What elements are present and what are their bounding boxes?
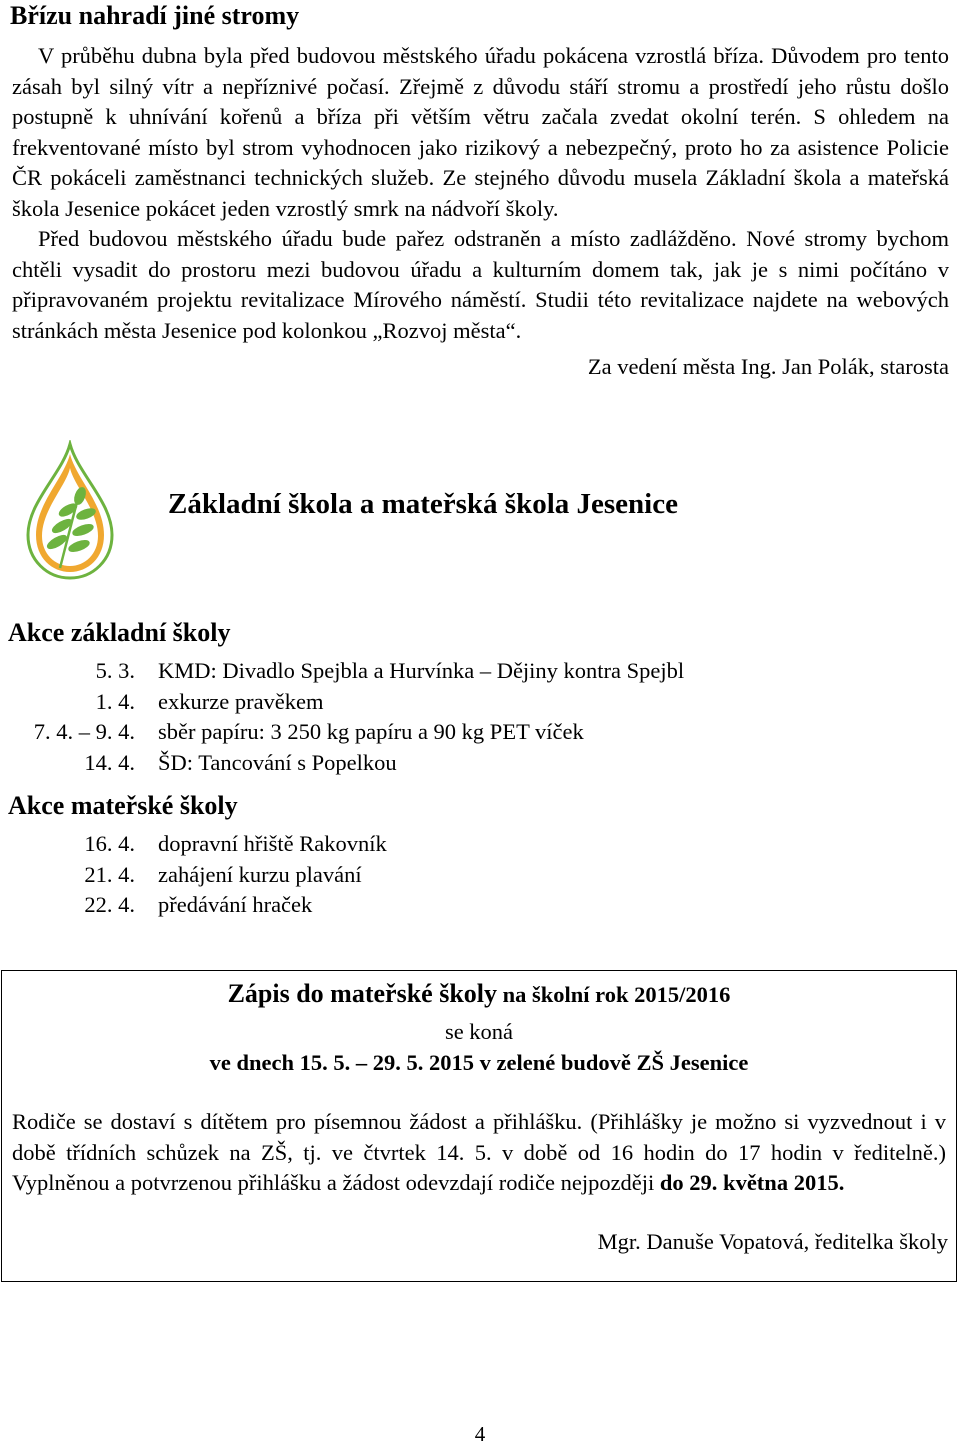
enrollment-notice-box	[1, 970, 957, 1282]
enrollment-instructions: Rodiče se dostaví s dítětem pro písemnou žádost a přihlášku. (Přihlášky je možno si vyzvednout i v době třídních schůzek na ZŠ, tj. ve čtvrtek 14. 5. v době od 16 hodin do 17 hodin v ředitelně.) Vyplněnou a potvrzenou přihlášku a žádost odevzdají rodiče nejpozději	[12, 1109, 946, 1195]
article-paragraph: V průběhu dubna byla před budovou městského úřadu pokácena vzrostlá bříza. Důvodem pro tento zásah byl silný vítr a nepříznivé počasí. Zřejmě z důvodu stáří stromu a prostředí jeho růstu došlo postupně k uhnívání kořenů a bříza při větším větru začala zvedat okolní terén. S ohledem na frekventované místo byl strom vyhodnocen jako rizikový a nebezpečný, proto ho za asistence Policie ČR pokáceli zaměstnanci technických služeb. Ze stejného důvodu musela Základní škola a mateřská škola Jesenice pokácet jeden vzrostlý smrk na nádvoří školy.	[12, 43, 949, 221]
event-text: dopravní hřiště Rakovník	[158, 831, 387, 856]
event-date: 16. 4.	[84, 831, 135, 856]
list-item	[0, 717, 684, 748]
zs-events-heading: Akce základní školy	[8, 618, 231, 647]
ms-events-heading: Akce mateřské školy	[8, 791, 238, 820]
list-item	[0, 860, 387, 891]
article-signature: Za vedení města Ing. Jan Polák, starosta	[587, 354, 949, 379]
ms-events-list	[0, 829, 387, 921]
event-date: 1. 4.	[95, 688, 135, 714]
event-text: exkurze pravěkem	[158, 688, 324, 714]
event-date: 5. 3.	[95, 658, 135, 683]
list-item	[0, 748, 684, 779]
event-date: 22. 4.	[84, 892, 135, 917]
zs-events-list	[0, 656, 684, 778]
enrollment-line: se koná	[444, 1019, 514, 1044]
event-text: sběr papíru: 3 250 kg papíru a 90 kg PET víček	[158, 719, 584, 744]
article-body	[12, 41, 949, 383]
list-item	[0, 829, 387, 860]
event-date: 14. 4.	[84, 749, 135, 775]
enrollment-title-main: Zápis do mateřské školy	[227, 979, 497, 1008]
school-logo-icon	[20, 440, 120, 580]
event-text: zahájení kurzu plavání	[158, 861, 362, 887]
school-title: Základní škola a mateřská škola Jesenice	[168, 488, 678, 520]
enrollment-text	[12, 1107, 946, 1199]
article-paragraph: Před budovou městského úřadu bude pařez odstraněn a místo zadlážděno. Nové stromy bychom chtěli vysadit do prostoru mezi budovou úřadu a kulturním domem tak, jak je s nimi počítáno v připravovaném projektu revitalizace Mírového náměstí. Studii této revitalizace najdete na webových stránkách města Jesenice pod kolonkou „Rozvoj města“.	[12, 226, 949, 343]
event-text: předávání hraček	[158, 892, 313, 917]
list-item	[0, 890, 387, 921]
event-date: 21. 4.	[84, 861, 135, 887]
article-title: Břízu nahradí jiné stromy	[10, 1, 300, 30]
enrollment-signature: Mgr. Danuše Vopatová, ředitelka školy	[597, 1229, 948, 1254]
event-text: KMD: Divadlo Spejbla a Hurvínka – Dějiny kontra Spejbl	[158, 658, 685, 683]
list-item	[0, 687, 684, 718]
enrollment-deadline: do 29. května 2015.	[659, 1170, 845, 1195]
enrollment-dates: ve dnech 15. 5. – 29. 5. 2015 v zelené budově ZŠ Jesenice	[209, 1050, 749, 1075]
event-text: ŠD: Tancování s Popelkou	[158, 749, 397, 775]
enrollment-title-year: na školní rok 2015/2016	[497, 982, 731, 1007]
enrollment-title	[2, 977, 956, 1012]
event-date: 7. 4. – 9. 4.	[33, 719, 135, 744]
list-item	[0, 656, 684, 687]
page-number: 4	[474, 1422, 486, 1446]
